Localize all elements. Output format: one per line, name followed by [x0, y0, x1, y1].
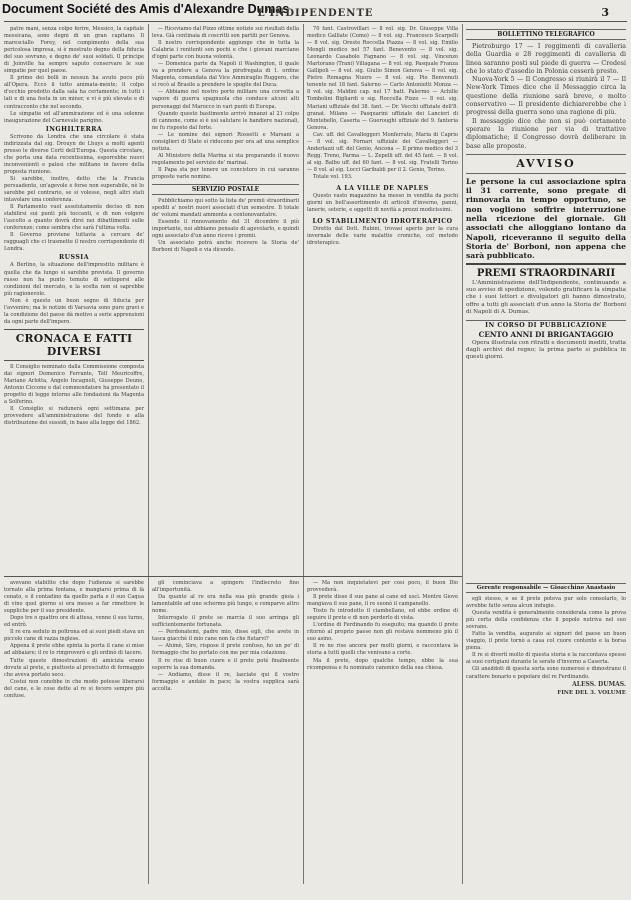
- heading-bollettino: BOLLETTINO TELEGRAFICO: [466, 29, 626, 40]
- heading-cronaca: CRONACA E FATTI DIVERSI: [4, 329, 144, 361]
- divider-bar: [466, 263, 626, 265]
- column-3-upper: 70 fant. Castrovillari — 8 vol. sig. Dr. Giuseppe Villa medico Galliate (Como) — 8 vol. sig. Francesco Scarpelli — 8 vol. sig. Oreste Roccella Piazza — 8 vol. sig. Emilio Mengli medico nel 57 fant. Benevento — 8 vol. sig. Leonardo Casabolo Fagnano — 8 vol. sig. Vincenzo Martorano (Trani) Villagana — 8 vol. sig. Pasquale Franza Gallipoli — 8 vol. sig. Giulio Simon Genova — 8 vol. sig. Pietro Romagna Nuoro — 8 vol. sig. Pio Benvenuti tenente nel 18 fant. Salerno — Carlo Antonietti Monza — 8 vol. sig. Maldini cap. nel 17 batt. Palermo — Achille Tombolini Bigliardi e sig. Roccella Pizzo — 8 vol. sig. Mariani uffiziale del 38. fant. — Dr. Vecchi uffiziale dell'8. granat. Milano — Pasquarini uffiziale dei Lancieri di Montebello, Caserta — Gueroughi uffiziale del 9. fanteria Genova. Cav. uff. del Cavalleggeri Monferrato, Maria di Caprio — 8 vol. sig. Fornari uffiziale dei Cavalleggeri — Anderlazzi uff. del Genio, Ancona — Il primo medico del 3 Regg. Treno, Parma — L. Zepelli uff. del 45 fant. — 8 vol. al sig. Balbo uff. del 60 fant. — 8 vol. sig. Fratelli Torino — 8 vol. al sig. Locci Garibaldi per il 2. Genio, Torino. Totale vol. 193. A LA VILLE DE NAPLES Questo vasto magazzino ha messo in vendita da pochi giorni un bell'assortimento di articoli d'inverno, panni, lanerie, seterie, e oggetti di novità a prezzi modicissimi. LO STABILIMENTO IDROTERAPICO Diretto dal Dott. Rubini, trovasi aperto per la cura invernale delle varie malattie croniche, col metodo idroterapico.: [307, 26, 458, 247]
- section-rule: [4, 576, 462, 577]
- heading-russia: RUSSIA: [58, 254, 90, 262]
- heading-in-corso: IN CORSO DI PUBBLICAZIONE: [466, 320, 626, 330]
- column-1-upper: patre mani, senza colpo ferire, Messico, la capitale messicana, sono degni di un gran capitano. Il maresciallo Forey, nel compimento della sua pericolosa impresa, si è mostrato degno della fiducia del suo sovrano, e degno de' suoi soldati. Il principe di Joinville ha sempre saputo conservare le sue simpatie per quel paese. Il primo dei bolli in nessun ha avuto poco più all'Opera. Ecco il tutto animata-mente; il colpo d'occhio prodotto dalla sala ha certamente; in tutti i lati e di una festa in un miner, e vi è più elevate e di contracconto che nel secondo. Le simpatie ed all'ammirazione ed è una solenne inaugurazione del Carnevale parigino. INGHILTERRA Scrivono da Londra che una circolare è stata indirizzata dal sig. Drouyn de Lhuys a molti agenti presso le diverse Corti dell'Europa. Questa circolare, che porta una data recentissima, esporrebbe nuovi inconvenienti e palesi che militano in favore della proposta riunione. Si sarebbe, inoltre, detto che la Francia persuadente, un'agevole e forse non superabile, nè lo sarebbe pel contrario, se si volesse, negli altri stati intavolare una conferenza. Il Parlamento vuol assolutamente deciso di non stabilirsi sui punti più toccanti, e di non volgere l'ascolto a quanto dovrà dirsi nei dibattimenti sulle conferenze; come sembra che sarà l'ultima volta. Il Governo proviene tuttavia a cercare de' ragguagli che ci trasmette il nostro corrispondente di Londra. RUSSIA A Berlino, la situazione dell'imprestito militare è quella che da lungo si sarebbe prevista. Il governo russo non ha punto temuto di sottoporsi alle condizioni del mercato, e la scelta non si saprebbe più ragionevole. Non è questo un buon segno di fiducia per l'avvenire; ma le notizie di Varsavia sono pure gravi e la condizione del paese dà motivo a serie apprensioni da ogni parte dell'impero. CRONACA E FATTI DIVERSI Il Consiglio nominato dalla Commissione composta dai signori Domenico Ferrante, Tell Meuricoffre, Mariano Arlotta, Angelo Incagnoli, Giuseppe Deuno, Antonio Ciccone e dal commendatore ha presentato il progetto di legge intorno alle fondazioni da Magenta a Solferino. Il Consiglio si radunerà ogni settimana per provvedere all'amministrazione del fondo e alla distribuzione dei sussidi, in base alla legge del 1862.: [4, 26, 144, 427]
- page-number: 3: [601, 6, 609, 19]
- heading-servizio-postale: SERVIZIO POSTALE: [152, 184, 299, 195]
- column-3-lower: — Ma non inquietatevi per così poco, il buon Dio provvederà. Il prete disse il suo pane al cane ed uscì. Mentre Giove mangiava il suo pane, il re suonò il campanello. Tosto fu introdotto il ciambellano, ed ebbe ordine di seguire il prete e di non perderlo di vista. L'ordine di Ferdinando fu eseguito; ma quando il prete ritornò al proprio paese non gli restava nemmeno più il suo asino. Il re ne rise ancora per molti giorni, e raccontava la storia a tutti quelli che venivano a corte. Ma il prete, dopo qualche tempo, ebbe la sua ricompensa e fu nominato canonico della sua chiesa.: [307, 580, 458, 671]
- telegram-newyork: Nuova-York 5 — Il Congresso si riunirà il 7 — Il New-York Times dice che il Messaggio circa la questione della riunione sarà breve, e molto conservativo — Il presidente dichiarerebbe che i progressi della guerra sono una ragione di più.: [466, 76, 626, 117]
- top-rule: [4, 21, 627, 22]
- column-divider: [148, 24, 149, 884]
- document-overlay-title: Document Société des Amis d'Alexandre Dumas: [2, 2, 290, 16]
- heading-premi: PREMI STRAORDINARII: [476, 267, 616, 279]
- heading-cento-anni: CENTO ANNI DI BRIGANTAGGIO: [478, 329, 614, 339]
- column-4: BOLLETTINO TELEGRAFICO Pietroburgo 17 — I reggimenti di cavalleria della Guardia e 28 reggimenti di cavalleria di linea saranno posti sul piede di guerra — Credesi che lo stato d'assedio in Polonia cesserà presto. Nuova-York 5 — Il Congresso si riunirà il 7 — Il New-York Times dice che il Messaggio circa la questione della riunione sarà breve, e molto conservativo — Il presidente dichiarerebbe che i progressi della guerra sono una ragione di più. Il messaggio dice che non si può certamente sperare la riunione per via di trattative diplomatiche; il Congresso dovrà deliberare in base alle proposte. AVVISO Le persone la cui associazione spira il 31 corrente, sono pregate di rinnovarla in tempo opportuno, se non vogliono soffrire interruzione nella ricezione del giornale. Gli associati che alloggiano lontano da Napoli, riceveranno il seguito della Storia de' Borboni, non appena che sarà pubblicato. PREMI STRAORDINARII L'Amministrazione dell'Indipendente, continuando a suo avviso di spedizione, volendo gratificare la simpatia che i suoi lettori e divulgatori gli hanno dimostrato, offre a tutti gli associati d'un anno la Storia de' Borboni di Napoli di A. Dumas. IN CORSO DI PUBBLICAZIONE CENTO ANNI DI BRIGANTAGGIO Opera illustrata con ritratti e documenti inediti, tratta dagli archivi del regno; la prima parte si pubblica in questi giorni.: [466, 31, 626, 361]
- masthead: L'INDIPENDENTE: [257, 8, 374, 19]
- avviso-notice: Le persone la cui associazione spira il 31 corrente, sono pregate di rinnovarla in tempo opportuno, se non vogliono soffrire interruzione nella ricezione del giornale. Gli associati che alloggiano lontano da Napoli, riceveranno il seguito della Storia de' Borboni, non appena che sarà pubblicato.: [466, 176, 626, 261]
- end-of-volume: FINE DEL 3. VOLUME: [557, 689, 626, 696]
- column-2-lower: gli cominciava a spingere l'indiscreto fino all'importunità. Da quanto al re era nella sua più grande gioia i lamentabile ad uno schermo più lungo, e comparve altro nome. Interrogato il prete se marcia il suo arringa gli sufficientemente fortunata. — Perdonatemi, padre mio, disse egli, che avete in tasca giacchè il mio cane non fa che fiutarvi? — Ahimè, Sire, rispose il prete confuso, ho un po' di formaggio che ho portato con me per mia colazione. Il re rise di buon cuore e il prete poté finalmente esporre la sua domanda. — Andiamo, disse il re, lasciate qui il vostro formaggio e andate in pace; la vostra supplica sarà accolta.: [152, 580, 299, 692]
- signature: ALESS. DUMAS.: [572, 680, 626, 688]
- article-paragraph: Il Consiglio nominato dalla Commissione composta dai signori Domenico Ferrante, Tell Meuricoffre, Mariano Arlotta, Angelo Incagnoli, Giuseppe Deuno, Antonio Ciccone e dal commendatore ha presentato il progetto di legge intorno alle fondazioni da Magenta a Solferino.: [4, 363, 144, 406]
- column-divider: [303, 24, 304, 884]
- telegram-pietroburgo: Pietroburgo 17 — I reggimenti di cavalleria della Guardia e 28 reggimenti di cavalleria di linea saranno posti sul piede di guerra — Credesi che lo stato d'assedio in Polonia cesserà presto.: [466, 43, 626, 75]
- article-paragraph: A Berlino, la situazione dell'imprestito militare è quella che da lungo si sarebbe prevista. Il governo russo non ha punto temuto di sottoporsi alle condizioni del mercato, e la scelta non si saprebbe più ragionevole.: [4, 262, 144, 297]
- column-divider: [462, 24, 463, 884]
- article-paragraph: patre mani, senza colpo ferire, Messico, la capitale messicana, sono degni di un gran capitano. Il maresciallo Forey, nel compimento della sua pericolosa impresa, si è mostrato degno della fiducia del suo sovrano, e degno de' suoi soldati. Il principe di Joinville ha sempre saputo conservare le sue simpatie per quel paese.: [4, 26, 144, 75]
- heading-naples: A LA VILLE DE NAPLES: [336, 185, 429, 193]
- column-1-lower: avevano stabilito che dopo l'udienza si sarebbe tornato alla prima fontana, e mangiarsi prima di là cenato, e il contadino da quello parla e il suo Caqua di vino quel giorno si era messo a far rimettere le suppliche per il suo presidente. Dopo tre o quattro ore di attesa, venne il suo turno, ed entrò. Il re era seduto in poltrona ed ai suoi piedi stava un piccolo cane di razza inglese. Appena il prete ebbe spinta la porta il cane si mise ad abbaiare; il re lo rimproverò e gli ordinò di tacere. Tutte queste dimostrazioni di amicizia erano dovute al prete, e piuttosto al prosciutto di formaggio che aveva portato seco. Costui non conobbe in che modo potesse liberarsi del cane, e le cose dette al re si fecero sempre più confuse.: [4, 580, 144, 699]
- heading-avviso: AVVISO: [466, 154, 626, 174]
- article-paragraph: Scrivono da Londra che una circolare è stata indirizzata dal sig. Drouyn de Lhuys a molti agenti presso le diverse Corti dell'Europa. Questa circolare, che porta una data recentissima, esporrebbe nuovi inconvenienti e palesi che militano in favore della proposta riunione.: [4, 133, 144, 175]
- heading-inghilterra: INGHILTERRA: [45, 125, 103, 133]
- heading-stabilimento: LO STABILIMENTO IDROTERAPICO: [312, 218, 453, 226]
- column-4-lower: Gerente responsabile — Gioacchino Anastasio egli stesso, e se il prete poteva pur solo consolarlo, lo avrebbe fatto senza alcun indugio. Questa vendita è generalmente considerata come la prova più certa della confidenza che il popolo nutriva nel suo sovrano. Fatto la vendita, augurato ai signori del paese un buon viaggio, il prete tornò a casa col cuore contento e la borsa piena. Il re si divertì molto di questa storia e la raccontava spesso ai suoi cortigiani durante le serate d'inverno a Caserta. Gli aneddoti di questa sorta sono numerosi e dimostrano il carattere bonario e popolare del re Ferdinando. ALESS. DUMAS. FINE DEL 3. VOLUME: [466, 585, 626, 696]
- column-2-upper: — Riceviamo dal Pizzo ottime notizie sui risultati della leva. Già centinaia di coscritti son partiti per Genova. Il nostro corrispondente aggiunge che in tutta la Calabria i renitenti son pochi e che i giovani marciano d'ogni parte con buona volontà. — Domenica parte da Napoli il Washington, il quale va a prendere a Genova la pirofregata di 1. ordine Magenta, comandata dal Vice Ammiraglio Ruggero, che si recò al Brasile a prendere le spoglie del Duca. — Abbiamo nel nostro porto militare una corvetta a vapore di guerra spagnuola che conduce alcuni alti personaggi del Marocco in vari punti di Europa. Quando questo bastimento arrivò innanzi al 21 colpo di cannone, come si è usi salutare le bandiere nazionali, ne fu risposto dal forte. — Le nomine dei signori Rossetti e Marsani a consiglieri di Stato si riducono per ora ad una semplice notizia. Al Ministero della Marina si sta preparando il nuovo regolamento pel servizio de' marinai. Il Papa sta per tenere un concistoro in cui saranno proposte varie nomine. SERVIZIO POSTALE Pubblichiamo qui sotto la lista de' premii straordinarii spediti a' nostri nuovi associati d'un semestre. Il totale de' volumi mandati ammonta a centonovantatre. Essendo il rinnovamento del 31 dicembre il più importante, noi abbiamo pensato di agevolarlo, e quindi ogni associato d'un anno riceve i premii. Un associato potrà anche ricevere la Storia de' Borboni di Napoli e via dicendo.: [152, 26, 299, 254]
- gerente-line: Gerente responsabile — Gioacchino Anastasio: [466, 583, 626, 593]
